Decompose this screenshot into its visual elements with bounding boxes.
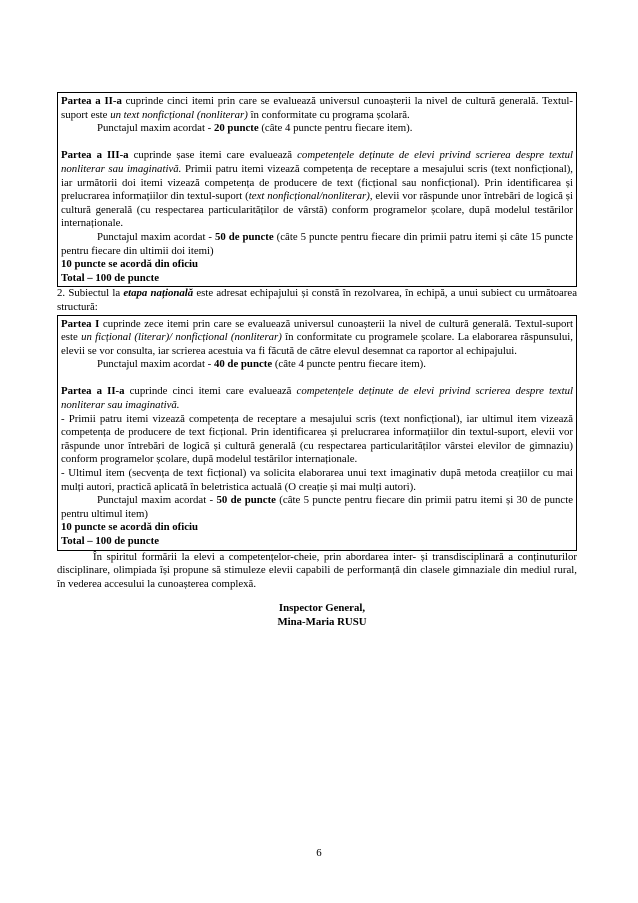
signature-title: Inspector General, — [278, 602, 366, 615]
closing-paragraph: În spiritul formării la elevi a competențelor-cheie, prin abordarea inter- și transdisciplinară a conținuturilor disciplinare, olimpiada își propune să stimuleze elevii capabili de performanță din clasele gimnaziale din mediul rural, în vederea accesului la cunoașterea complexă. — [57, 550, 577, 590]
total-points: Total – 100 de puncte — [61, 271, 159, 284]
part-iii-description: Partea a III-a cuprinde șase itemi care evaluează competențele deținute de elevi privind scrierea despre textul nonliterar sau imaginativă. Primii patru itemi vizează competența de receptare a mesajului scris (text nonficțional), iar următorii doi itemi vizează competența de producere de text (ficțional sau nonficțional). Prin identificarea și prelucrarea informațiilor din textul-suport (text nonficțional/nonliterar), elevii vor răspunde unor întrebări de logică și cultură generală (cu respectarea particularităților de vârstă) conform programelor școlare, după modelul testărilor internaționale. — [61, 149, 574, 230]
part-i-description: Partea I cuprinde zece itemi prin care se evaluează universul cunoașterii la nivel de cultură generală. Textul-suport este un ficțional (literar)/ nonficțional (nonliterar) în conformitate cu programele școlare. La elaborarea răspunsului, elevii se vor consulta, iar scrierea acestuia va fi făcută de către elevul desemnat ca raportor al echipajului. — [61, 317, 573, 357]
structure-box-local-stage — [57, 92, 577, 287]
part-iii-score: Punctajul maxim acordat - 50 de puncte (câte 5 puncte pentru fiecare din primii patru itemi și câte 15 puncte pentru fiecare din ultimii doi itemi) — [61, 230, 573, 257]
document-body — [57, 92, 577, 630]
oficiu-points: 10 puncte se acordă din oficiu — [61, 521, 199, 534]
total-points: Total – 100 de puncte — [61, 535, 159, 547]
part-ii-national-score: Punctajul maxim acordat - 50 de puncte (câte 5 puncte pentru fiecare din primii patru itemi și 30 de puncte pentru ultimul item) — [61, 494, 573, 520]
national-stage-intro: 2. Subiectul la etapa națională este adresat echipajului și constă în rezolvarea, în echipă, a unui subiect cu următoarea structură: — [57, 287, 577, 313]
signature-name: Mina-Maria RUSU — [277, 615, 367, 628]
part-ii-first-items: - Primii patru itemi vizează competența de receptare a mesajului scris (text nonficțional), iar ultimul item vizează competența de producere de text ficțional. Prin identificarea și prelucrarea informațiilor din textul-suport, elevii vor răspunde unor întrebări de logică și cultură generală (cu respectarea particularităților vârstei elevilor de gimnaziu) conform programelor școlare, după modelul testărilor internaționale. — [61, 412, 573, 466]
part-ii-description: Partea a II-a cuprinde cinci itemi prin care se evaluează universul cunoașterii la nivel de cultură generală. Textul-suport este un text nonficțional (nonliterar) în conformitate cu programa școlară. — [61, 95, 573, 121]
oficiu-points: 10 puncte se acordă din oficiu — [61, 258, 199, 271]
part-i-score: Punctajul maxim acordat - 40 de puncte (câte 4 puncte pentru fiecare item). — [97, 358, 426, 371]
part-ii-score: Punctajul maxim acordat - 20 puncte (câte 4 puncte pentru fiecare item). — [97, 122, 413, 135]
signature-block — [67, 602, 577, 629]
part-ii-national-description: Partea a II-a cuprinde cinci itemi care evaluează competențele deținute de elevi privind scrierea despre textul nonliterar sau imaginativă. — [61, 385, 573, 412]
page-number: 6 — [316, 847, 322, 859]
structure-box-national-stage — [57, 315, 577, 551]
part-ii-last-item: - Ultimul item (secvența de text ficțional) va solicita elaborarea unui text imaginativ după metoda creațiilor cu mai mulți autori, practică aplicată în beletristica actuală (O creație și mai mulți autori). — [61, 467, 573, 493]
